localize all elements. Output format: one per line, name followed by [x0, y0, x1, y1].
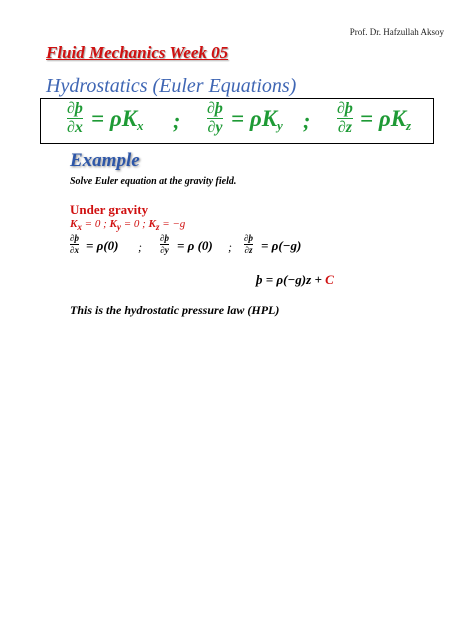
- topic-title: Hydrostatics (Euler Equations): [46, 75, 297, 97]
- deriv-z-fraction: ∂þ ∂z: [244, 233, 253, 255]
- conclusion-text: This is the hydrostatic pressure law (HPL): [70, 303, 280, 317]
- euler-z-rhs: = ρKz: [360, 106, 412, 133]
- deriv-z-result: = ρ(−g): [261, 238, 302, 253]
- author-name: Prof. Dr. Hafzullah Aksoy: [349, 27, 444, 37]
- integration-constant: C: [325, 272, 334, 287]
- under-gravity-subheading: Under gravity: [70, 202, 149, 217]
- deriv-separator-1: ;: [138, 240, 142, 254]
- euler-z-numerator: ∂þ: [337, 100, 353, 117]
- gravity-components: $K_x = 0$ ; $K_y = 0$ ; $K_z = -g$: [70, 218, 186, 233]
- euler-separator-1: ;: [173, 108, 181, 133]
- course-week-title: Fluid Mechanics Week 05: [46, 43, 229, 62]
- example-heading: Example: [70, 150, 140, 171]
- deriv-y-fraction: ∂þ ∂y: [160, 233, 169, 255]
- euler-y-numerator: ∂þ: [207, 100, 223, 117]
- deriv-x-fraction: ∂þ ∂x: [70, 233, 79, 255]
- euler-separator-2: ;: [303, 108, 311, 133]
- euler-x-denominator: ∂x: [67, 119, 83, 136]
- deriv-x-result: = ρ(0): [86, 238, 119, 253]
- euler-x-numerator: ∂þ: [67, 100, 83, 117]
- deriv-y-result: = ρ (0): [177, 238, 213, 253]
- euler-equations-box: [40, 98, 434, 144]
- euler-x-fraction: [67, 101, 83, 136]
- pressure-equation: þ = ρ(−g)z + C: [256, 272, 334, 287]
- euler-z-denominator: ∂z: [337, 119, 353, 136]
- deriv-separator-2: ;: [228, 240, 232, 254]
- euler-y-rhs: = ρKy: [231, 106, 283, 133]
- euler-z-fraction: [337, 101, 353, 136]
- euler-x-rhs: = ρKx: [91, 106, 144, 133]
- euler-y-fraction: [207, 101, 223, 136]
- euler-y-denominator: ∂y: [207, 119, 223, 136]
- example-instruction: Solve Euler equation at the gravity field.: [70, 176, 237, 187]
